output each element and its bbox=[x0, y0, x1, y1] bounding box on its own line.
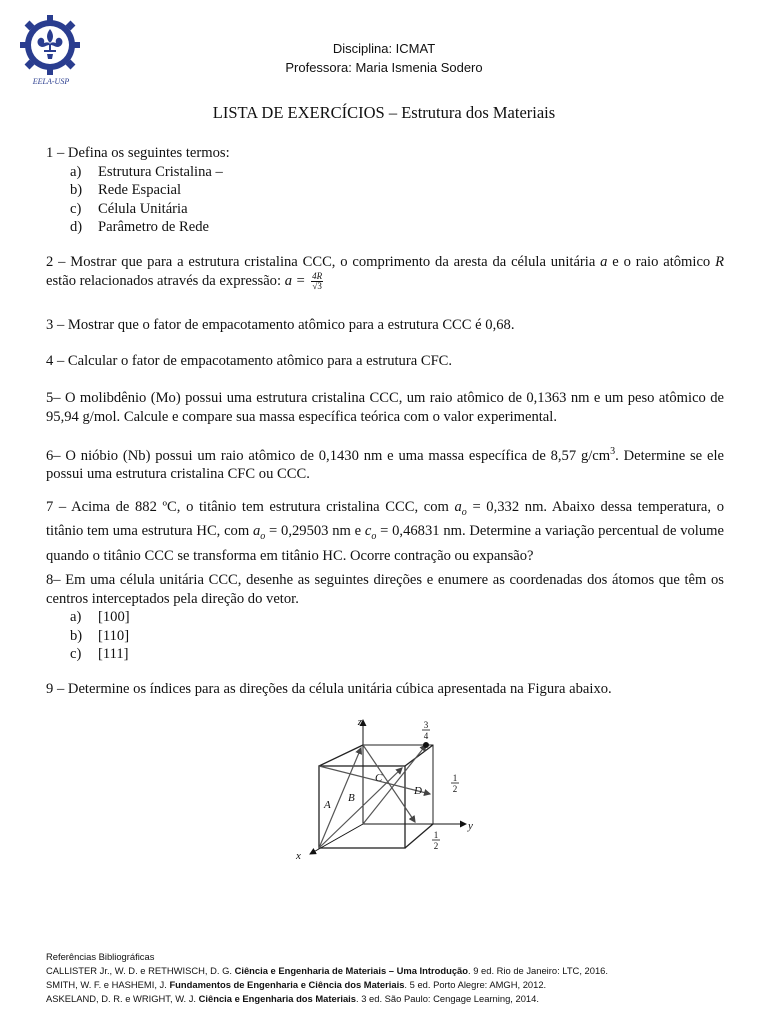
reference-authors: ASKELAND, D. R. e WRIGHT, W. J. bbox=[46, 993, 197, 1004]
question-text: Em uma célula unitária CCC, desenhe as seguintes direções e enumere as coordenadas dos átomos que têm os centros interceptados pela direção do vetor. bbox=[46, 572, 724, 607]
list-item-text: Célula Unitária bbox=[98, 200, 188, 217]
list-item bbox=[46, 627, 724, 646]
expression-fraction bbox=[311, 272, 323, 291]
fraction-denominator: √3 bbox=[312, 280, 322, 291]
question-6 bbox=[46, 443, 724, 484]
question-number: 2 – bbox=[46, 254, 66, 270]
reference-rest: . 9 ed. Rio de Janeiro: LTC, 2016. bbox=[467, 965, 608, 976]
subscript: o bbox=[461, 506, 467, 518]
fraction-bottom-den: 2 bbox=[433, 841, 439, 851]
reference-rest: . 3 ed. São Paulo: Cengage Learning, 2014. bbox=[356, 993, 539, 1004]
question-text: = 0,46831 nm. Determine a variação percentual de volume quando o titânio CCC se transforma em titânio HC. Ocorre contração ou expansão? bbox=[46, 523, 724, 564]
question-3 bbox=[46, 316, 724, 335]
question-text: = 0,29503 nm e bbox=[269, 523, 362, 540]
list-marker: c) bbox=[70, 646, 82, 662]
question-2 bbox=[46, 253, 724, 291]
question-text: O nióbio (Nb) possui um raio atômico de 0,1430 nm e uma massa específica de 8,57 g/cm bbox=[65, 447, 611, 464]
list-item bbox=[46, 608, 724, 627]
list-marker: a) bbox=[70, 609, 82, 625]
fraction-right-num: 1 bbox=[452, 773, 458, 783]
question-5 bbox=[46, 389, 724, 426]
lattice-param-a: a bbox=[252, 523, 261, 540]
reference-title: Fundamentos de Engenharia e Ciência dos Materiais bbox=[169, 979, 405, 990]
cube-edge bbox=[405, 745, 433, 766]
list-item bbox=[46, 163, 724, 182]
reference-item bbox=[46, 992, 746, 1006]
question-number: 1 – bbox=[46, 145, 65, 161]
reference-rest: . 5 ed. Porto Alegre: AMGH, 2012. bbox=[404, 979, 547, 990]
list-marker: b) bbox=[70, 627, 83, 644]
question-1 bbox=[46, 144, 724, 237]
label-a: A bbox=[324, 799, 331, 811]
question-text: Acima de 882 ºC, o titânio tem estrutura cristalina CCC, com bbox=[71, 499, 449, 515]
fraction-top-den: 4 bbox=[423, 731, 429, 741]
list-item bbox=[46, 218, 724, 237]
axis-y-label: y bbox=[468, 820, 473, 832]
unit-cell-figure bbox=[290, 712, 480, 872]
question-9 bbox=[46, 680, 724, 699]
question-text: O molibdênio (Mo) possui uma estrutura cristalina CCC, um raio atômico de 0,1363 nm e um peso atômico de 95,94 g/mol. Calcule e compare sua massa específica teórica com o valor experimental. bbox=[46, 390, 724, 425]
list-marker: a) bbox=[70, 163, 82, 180]
list-marker: c) bbox=[70, 200, 82, 217]
x-axis bbox=[310, 824, 363, 854]
question-text: Mostrar que para a estrutura cristalina CCC, o comprimento da aresta da célula unitária bbox=[70, 254, 596, 270]
question-number: 4 – bbox=[46, 353, 65, 369]
fraction-numerator: 4R bbox=[312, 270, 323, 281]
list-item-text: [100] bbox=[98, 609, 130, 625]
label-c: C bbox=[375, 772, 383, 784]
lattice-param-c: c bbox=[364, 523, 372, 540]
reference-authors: SMITH, W. F. e HASHEMI, J. bbox=[46, 979, 167, 990]
references bbox=[46, 950, 746, 1006]
point-marker bbox=[423, 742, 429, 748]
subscript: o bbox=[260, 531, 266, 543]
variable-r: R bbox=[715, 254, 724, 270]
question-text: = 0,332 nm. Abaixo dessa temperatura, o titânio tem uma estrutura HC, com bbox=[46, 499, 724, 540]
question-text: estão relacionados através da expressão: bbox=[46, 272, 282, 289]
reference-authors: CALLISTER Jr., W. D. e RETHWISCH, D. G. bbox=[46, 965, 232, 976]
question-text: Calcular o fator de empacotamento atômico para a estrutura CFC. bbox=[67, 353, 453, 369]
question-1-items bbox=[46, 163, 724, 237]
list-item-text: [111] bbox=[98, 646, 129, 662]
question-7 bbox=[46, 498, 724, 565]
label-b: B bbox=[348, 792, 355, 804]
list-item bbox=[46, 181, 724, 200]
list-marker: d) bbox=[70, 219, 83, 235]
question-text: e o raio atômico bbox=[612, 254, 711, 270]
question-number: 5– bbox=[46, 390, 61, 406]
superscript: 3 bbox=[610, 446, 616, 457]
list-item-text: Rede Espacial bbox=[98, 182, 182, 198]
question-text: Mostrar que o fator de empacotamento atômico para a estrutura CCC é 0,68. bbox=[67, 317, 515, 333]
question-number: 9 – bbox=[46, 681, 65, 697]
question-4 bbox=[46, 352, 724, 371]
reference-item bbox=[46, 978, 746, 992]
question-8 bbox=[46, 571, 724, 664]
cube-edge bbox=[405, 824, 433, 848]
list-item-text: [110] bbox=[98, 627, 130, 644]
logo-text: EELA-USP bbox=[32, 77, 70, 86]
cube-edge bbox=[319, 745, 363, 766]
variable-a: a bbox=[600, 254, 608, 270]
axis-z-label: z bbox=[357, 716, 362, 728]
lattice-param-a: a bbox=[454, 499, 462, 515]
direction-b-vector bbox=[319, 768, 402, 848]
list-item-text: Parâmetro de Rede bbox=[98, 219, 210, 235]
question-text: Defina os seguintes termos: bbox=[67, 145, 230, 161]
reference-item bbox=[46, 964, 746, 978]
reference-title: Ciência e Engenharia de Materiais – Uma Introdução bbox=[234, 965, 468, 976]
question-number: 7 – bbox=[46, 499, 67, 515]
professor-header: Professora: Maria Ismenia Sodero bbox=[285, 60, 483, 75]
label-d: D bbox=[414, 785, 422, 797]
question-8-items bbox=[46, 608, 724, 664]
cube-back-face bbox=[363, 745, 433, 824]
list-item bbox=[46, 645, 724, 664]
expression-lhs: a = bbox=[284, 272, 306, 289]
discipline-header: Disciplina: ICMAT bbox=[332, 41, 436, 56]
axis-x-label: x bbox=[296, 850, 301, 862]
reference-title: Ciência e Engenharia dos Materiais bbox=[198, 993, 356, 1004]
fraction-right-den: 2 bbox=[452, 784, 458, 794]
question-text: . Determine se ele possui uma estrutura cristalina CFC ou CCC. bbox=[46, 447, 724, 483]
fraction-bottom-num: 1 bbox=[433, 830, 439, 840]
page-title: LISTA DE EXERCÍCIOS – Estrutura dos Materiais bbox=[212, 103, 556, 122]
fraction-top-num: 3 bbox=[423, 720, 429, 730]
subscript: o bbox=[371, 531, 377, 543]
question-number: 8– bbox=[46, 572, 61, 588]
list-item-text: Estrutura Cristalina – bbox=[98, 163, 223, 180]
question-number: 3 – bbox=[46, 317, 65, 333]
question-text: Determine os índices para as direções da célula unitária cúbica apresentada na Figura abaixo. bbox=[67, 681, 612, 697]
references-heading: Referências Bibliográficas bbox=[46, 951, 155, 962]
question-number: 6– bbox=[46, 447, 61, 464]
list-marker: b) bbox=[70, 182, 83, 198]
list-item bbox=[46, 200, 724, 219]
